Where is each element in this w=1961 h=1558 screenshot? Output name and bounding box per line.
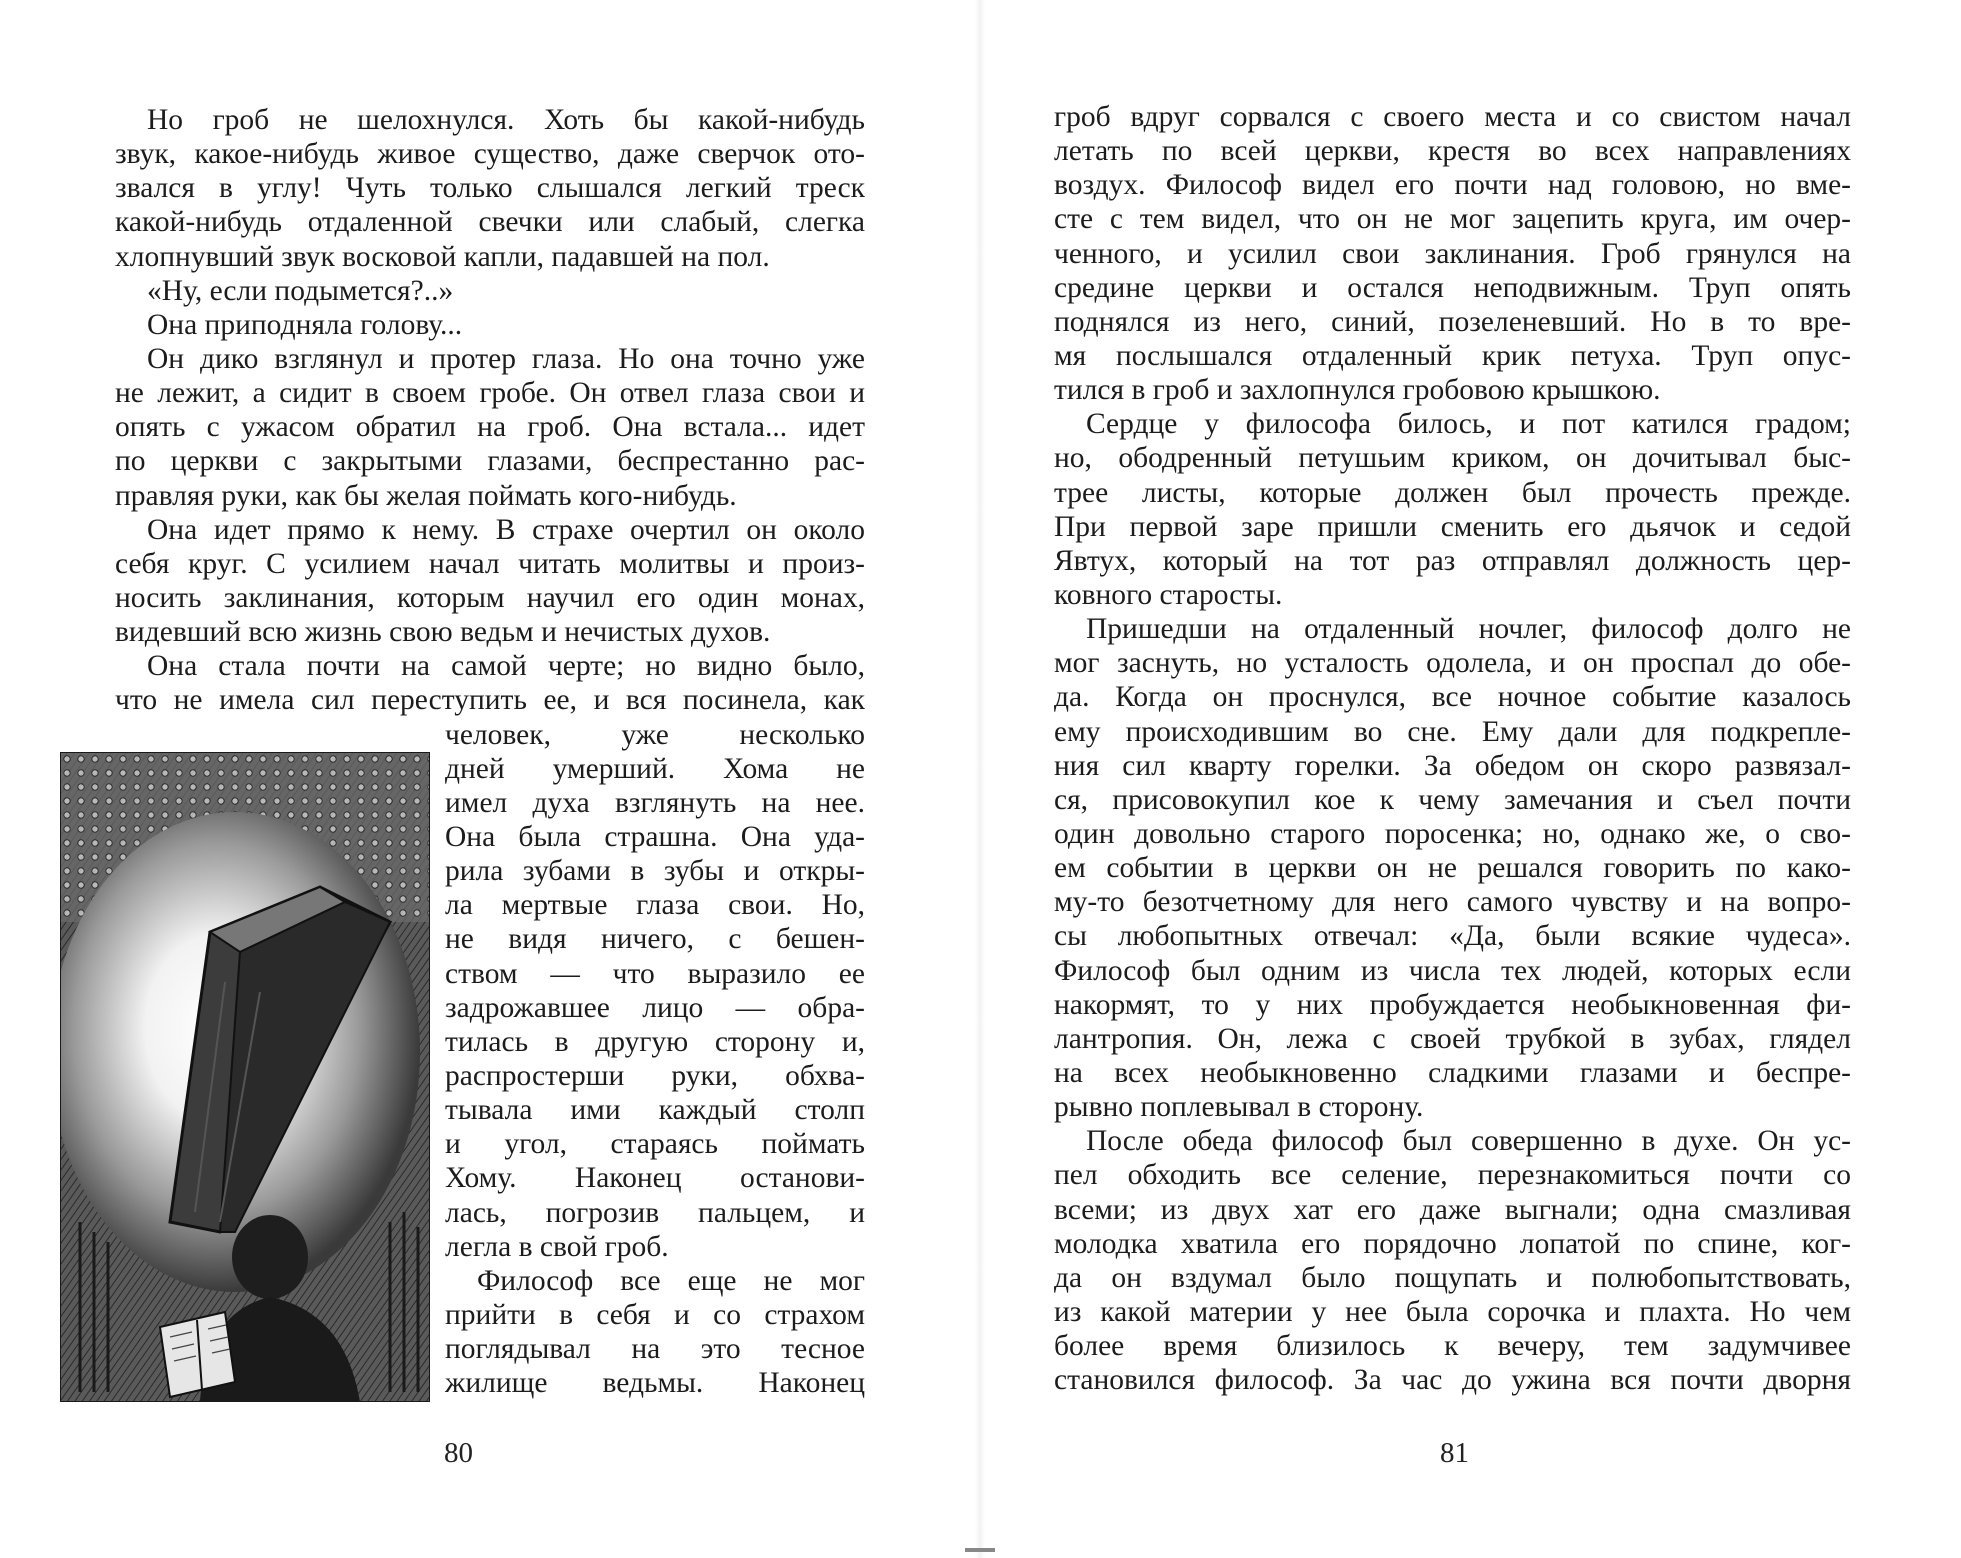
text-line: сы любопытных отвечал: «Да, были всякие чудеса». [1054,920,1851,953]
text-line: тился в гроб и захлопнулся гробовою крышкою. [1054,374,1661,407]
text-line: сте с тем видел, что он не мог зацепить круга, им очер- [1054,203,1851,236]
text-line: на всех необыкновенно сладкими глазами и беспре- [1054,1056,1851,1089]
text-line: тывала ими каждый столп [445,1094,865,1127]
text-line: что не имела сил переступить ее, и вся посинела, как [115,684,865,717]
text-line: Философ был одним из числа тех людей, которых если [1054,954,1851,987]
text-line: При первой заре пришли сменить его дьячок и седой [1054,510,1851,543]
text-line: Явтух, который на тот раз отправлял должность цер- [1054,544,1851,577]
text-line: средине церкви и остался неподвижным. Труп опять [1054,271,1851,304]
text-line: Пришедши на отдаленный ночлег, философ долго не [1086,613,1851,646]
text-line: жилище ведьмы. Наконец [445,1367,865,1400]
page-number: 80 [444,1437,473,1469]
text-line: ем событии в церкви он не решался говорить по како- [1054,852,1851,885]
text-line: тилась в другую сторону и, [445,1025,865,1058]
text-line: становился философ. За час до ужина вся почти дворня [1054,1364,1851,1397]
text-line: Она была страшна. Она уда- [445,820,865,853]
text-line: имел духа взглянуть на нее. [445,786,865,819]
text-line: ковного старосты. [1054,578,1283,611]
text-line: легла в свой гроб. [445,1230,669,1263]
text-line: Философ все еще не мог [477,1264,865,1297]
text-line: один довольно старого поросенка; но, однако же, о сво- [1054,817,1851,850]
text-line: распростерши руки, обхва- [445,1059,865,1092]
text-line: прийти в себя и со страхом [445,1298,865,1331]
text-line: рывно поплевывал в сторону. [1054,1091,1424,1124]
text-line: звук, какое-нибудь живое существо, даже сверчок ото- [115,138,865,171]
text-line: лантропия. Он, лежа с своей трубкой в зубах, глядел [1054,1022,1851,1055]
text-line: молодка хватила его порядочно лопатой по спине, ког- [1054,1227,1851,1260]
text-line: носить заклинания, которым научил его один монах, [115,581,865,614]
text-line: поднялся из него, синий, позеленевший. Но в то вре- [1054,305,1851,338]
text-line: накормят, то у них пробуждается необыкновенная фи- [1054,988,1851,1021]
text-line: лась, погрозив пальцем, и [445,1196,865,1229]
text-line: себя круг. С усилием начал читать молитвы и произ- [115,547,865,580]
text-line: му-то безотчетному для него самого чувству и на вопро- [1054,886,1851,919]
text-line: Она стала почти на самой черте; но видно было, [147,650,865,683]
text-line: гроб вдруг сорвался с своего места и со свистом начал [1054,101,1851,133]
text-line: звался в углу! Чуть только слышался легкий треск [115,172,865,205]
text-line: не лежит, а сидит в своем гробе. Он отвел глаза свои и [115,377,865,410]
text-line: После обеда философ был совершенно в духе. Он ус- [1086,1125,1851,1158]
text-line: Сердце у философа билось, и пот катился градом; [1086,408,1851,441]
text-line: Она приподняла голову... [147,308,463,341]
text-line: «Ну, если подымется?..» [147,274,454,307]
text-line: Он дико взглянул и протер глаза. Но она точно уже [147,342,865,375]
text-line: опять с ужасом обратил на гроб. Она встала... идет [115,411,865,444]
text-line: рила зубами в зубы и откры- [445,855,865,888]
text-line: дней умерший. Хома не [445,752,865,785]
text-line: но, ободренный петушьим криком, он дочитывал быс- [1054,442,1851,475]
text-line: из какой материи у нее была сорочка и плахта. Но чем [1054,1295,1851,1328]
text-line: мя послышался отдаленный крик петуха. Труп опус- [1054,339,1851,372]
text-line: правляя руки, как бы желая поймать кого-нибудь. [115,479,737,512]
text-line: трее листы, которые должен был прочесть прежде. [1054,476,1851,509]
page-number: 81 [1440,1437,1469,1469]
left-page [0,0,980,1558]
text-line: хлопнувший звук восковой капли, падавшей на пол. [115,240,770,273]
text-line: воздух. Философ видел его почти над головою, но вме- [1054,169,1851,202]
text-line: Она идет прямо к нему. В страхе очертил он около [147,513,865,546]
text-line: более время близилось к вечеру, тем задумчивее [1054,1330,1851,1363]
text-line: и угол, стараясь поймать [445,1128,865,1161]
text-line: ством — что выразило ее [445,957,865,990]
text-line: Но гроб не шелохнулся. Хоть бы какой-нибудь [147,104,865,136]
text-line: видевший всю жизнь свою ведьм и нечистых духов. [115,616,771,649]
text-line: пел обходить все селение, перезнакомиться почти со [1054,1159,1851,1192]
coffin-illustration [60,752,430,1402]
text-line: ему происходившим во сне. Ему дали для подкрепле- [1054,715,1851,748]
text-line: ченного, и усилил свои заклинания. Гроб грянулся на [1054,237,1851,270]
text-line: по церкви с закрытыми глазами, беспрестанно рас- [115,445,865,478]
text-line: всеми; из двух хат его даже выгнали; одна смазливая [1054,1193,1851,1226]
text-line: ся, присовокупил кое к чему замечания и съел почти [1054,783,1851,816]
text-line: Хому. Наконец останови- [445,1162,865,1195]
text-line: летать по всей церкви, крестя во всех направлениях [1054,135,1851,168]
text-line: да он вздумал было пощупать и полюбопытствовать, [1054,1261,1851,1294]
text-line: не видя ничего, с бешен- [445,923,865,956]
text-line: задрожавшее лицо — обра- [445,991,865,1024]
text-line: человек, уже несколько [445,718,865,751]
right-page-text [1054,100,1851,1397]
text-line: ния сил кварту горелки. За обедом он скоро развязал- [1054,749,1851,782]
text-line: мог заснуть, но усталость одолела, и он проспал до обе- [1054,647,1851,680]
binding-mark [965,1548,995,1552]
text-line: ла мертвые глаза свои. Но, [445,889,865,922]
right-page [980,0,1961,1558]
text-line: да. Когда он проснулся, все ночное событие казалось [1054,681,1851,714]
text-line: поглядывал на это тесное [445,1333,865,1366]
text-line: какой-нибудь отдаленной свечки или слабый, слегка [115,206,865,239]
